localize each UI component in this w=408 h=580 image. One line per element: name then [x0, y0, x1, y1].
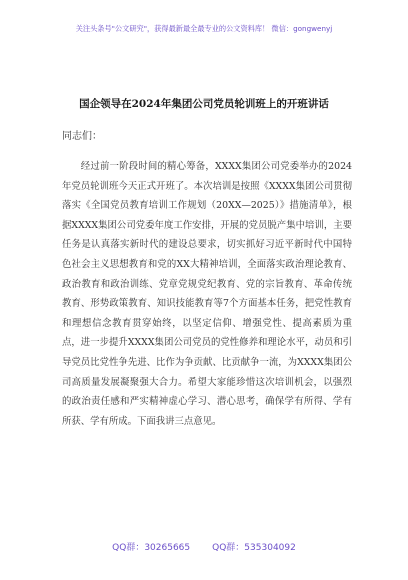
body-paragraph: 经过前一阶段时间的精心筹备，XXXX集团公司党委举办的2024年党员轮训班今天正式开班了。本次培训是按照《XXXX集团公司贯彻落实《全国党员教育培训工作规划（20XX—2025）》措施清单》，根据XXXX集团公司党委年度工作安排，开展的党员脱产集中培训，主要任务是认真落实新时代的建设总要求，切实抓好习近平新时代中国特色社会主义思想教育和党的XX大精神培训，全面落实政治理论教育、政治教育和政治训练、党章党规党纪教育、党的宗旨教育、革命传统教育、形势政策教育、知识技能教育等7个方面基本任务，把党性教育和理想信念教育贯穿始终，以坚定信仰、增强党性、提高素质为重点，进一步提升XXXX集团公司党员的党性修养和理论水平，动员和引导党员比党性争先进、比作为争贡献、比贡献争一流，为XXXX集团公司高质量发展凝聚强大合力。希望大家能珍惜这次培训机会，以强烈的政治责任感和严实精神虚心学习、潜心思考，确保学有所得、学有所获、学有所成。下面我讲三点意见。 — [62, 161, 352, 427]
footer-qq-group-2: QQ群：535304092 — [212, 543, 296, 553]
footer-contacts — [0, 540, 408, 553]
promo-banner: 关注头条号"公文研究"，获得最新最全最专业的公文资料库！ 微信：gongwenyj — [75, 24, 333, 33]
salutation: 同志们： — [62, 131, 102, 142]
document-title: 国企领导在2024年集团公司党员轮训班上的开班讲话 — [79, 98, 329, 110]
footer-qq-group-1: QQ群：30265665 — [112, 543, 191, 553]
